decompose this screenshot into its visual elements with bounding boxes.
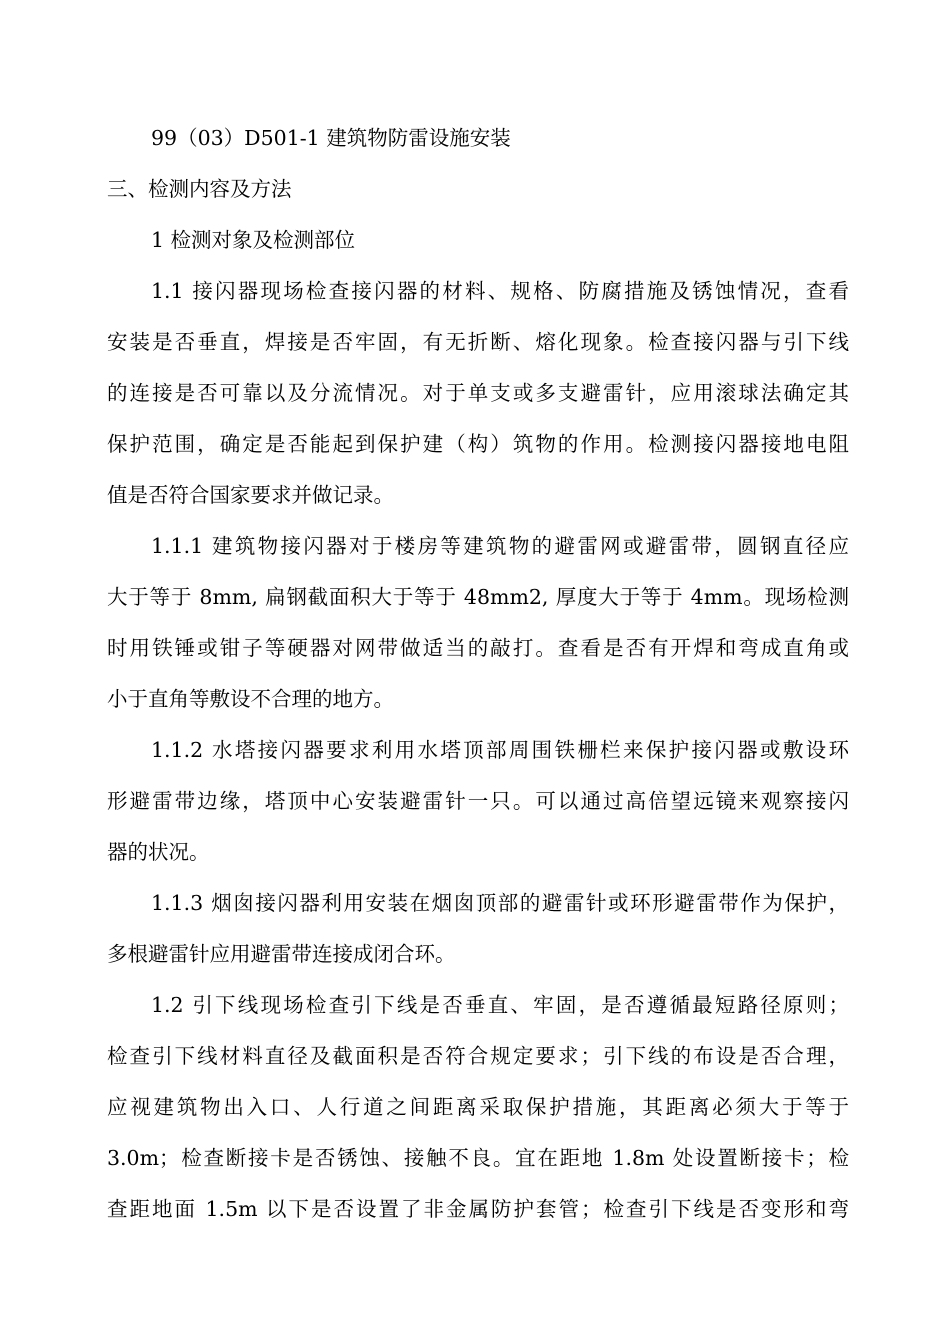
paragraph-standard-reference [107, 113, 849, 164]
paragraph-1-2-down-conductor [107, 980, 849, 1235]
text-line: 检查引下线材料直径及截面积是否符合规定要求；引下线的布设是否合理， [107, 1044, 849, 1068]
text-line: 1.2 引下线现场检查引下线是否垂直、牢固，是否遵循最短路径原则； [151, 993, 849, 1017]
paragraph-1-1-3-chimney-air-terminal [107, 878, 849, 980]
text-line: 小于直角等敷设不合理的地方。 [107, 687, 394, 711]
text-line: 时用铁锤或钳子等硬器对网带做适当的敲打。查看是否有开焊和弯成直角或 [107, 636, 849, 660]
subsection-heading-detection-objects [107, 215, 849, 266]
text-line: 三、检测内容及方法 [107, 177, 292, 201]
text-line: 大于等于 8mm, 扁钢截面积大于等于 48mm2, 厚度大于等于 4mm。现场检测 [107, 585, 849, 609]
document-body [107, 113, 849, 1235]
text-line: 1.1 接闪器现场检查接闪器的材料、规格、防腐措施及锈蚀情况，查看 [151, 279, 849, 303]
paragraph-1-1-air-terminal [107, 266, 849, 521]
text-line: 的连接是否可靠以及分流情况。对于单支或多支避雷针，应用滚球法确定其 [107, 381, 849, 405]
text-line: 多根避雷针应用避雷带连接成闭合环。 [107, 942, 456, 966]
text-line: 值是否符合国家要求并做记录。 [107, 483, 394, 507]
text-line: 应视建筑物出入口、人行道之间距离采取保护措施，其距离必须大于等于 [107, 1095, 849, 1119]
text-line: 安装是否垂直，焊接是否牢固，有无折断、熔化现象。检查接闪器与引下线 [107, 330, 849, 354]
paragraph-1-1-1-building-air-terminal [107, 521, 849, 725]
paragraph-1-1-2-water-tower-air-terminal [107, 725, 849, 878]
text-line: 1 检测对象及检测部位 [151, 228, 356, 252]
text-line: 形避雷带边缘，塔顶中心安装避雷针一只。可以通过高倍望远镜来观察接闪 [107, 789, 849, 813]
text-line: 查距地面 1.5m 以下是否设置了非金属防护套管；检查引下线是否变形和弯 [107, 1197, 849, 1221]
section-heading-detection-content [107, 164, 849, 215]
text-line: 器的状况。 [107, 840, 210, 864]
text-line: 3.0m；检查断接卡是否锈蚀、接触不良。宜在距地 1.8m 处设置断接卡；检 [107, 1146, 849, 1170]
text-line: 1.1.3 烟囱接闪器利用安装在烟囱顶部的避雷针或环形避雷带作为保护， [151, 891, 849, 915]
text-line: 1.1.2 水塔接闪器要求利用水塔顶部周围铁栅栏来保护接闪器或敷设环 [151, 738, 849, 762]
text-line: 1.1.1 建筑物接闪器对于楼房等建筑物的避雷网或避雷带，圆钢直径应 [151, 534, 849, 558]
text-line: 99（03）D501-1 建筑物防雷设施安装 [151, 126, 511, 150]
text-line: 保护范围，确定是否能起到保护建（构）筑物的作用。检测接闪器接地电阻 [107, 432, 849, 456]
